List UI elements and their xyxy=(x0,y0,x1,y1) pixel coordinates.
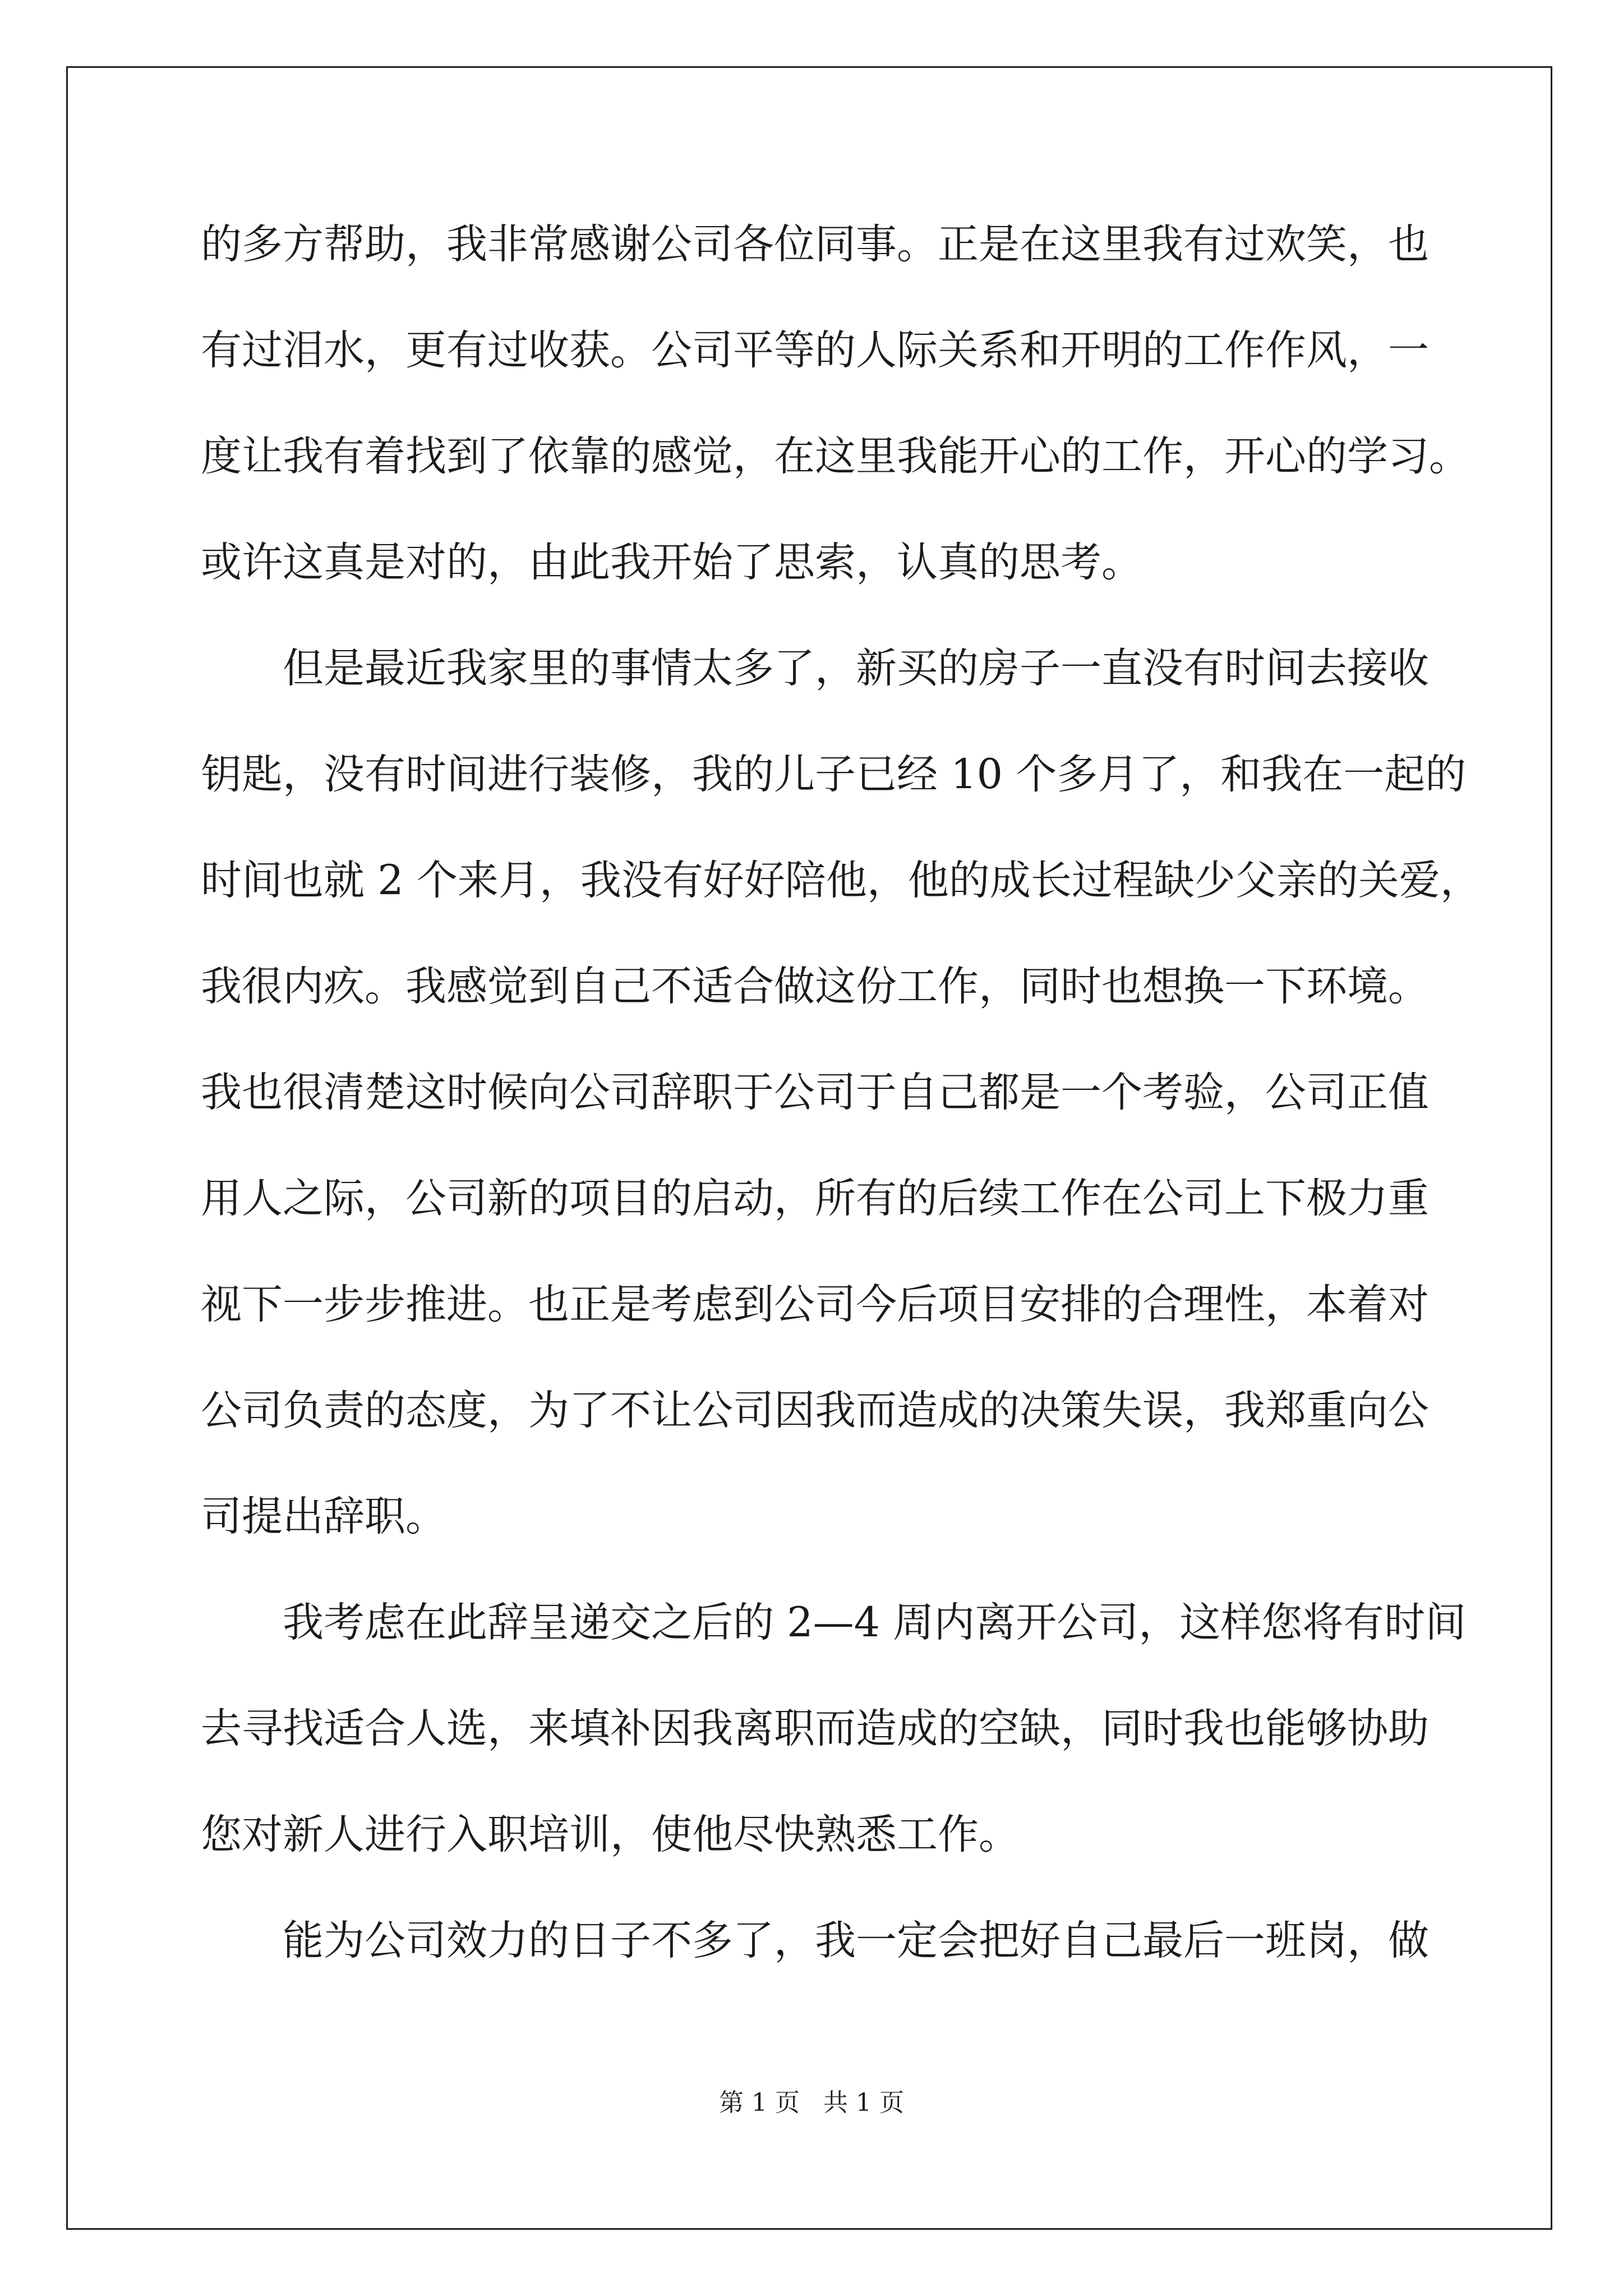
paragraph-start-line: 我考虑在此辞呈递交之后的 2—4 周内离开公司，这样您将有时间 xyxy=(201,1599,1467,1646)
paragraph-start-line: 能为公司效力的日子不多了，我一定会把好自己最后一班岗，做 xyxy=(201,1917,1429,1964)
text-line: 视下一步步推进。也正是考虑到公司今后项目安排的合理性，本着对 xyxy=(201,1281,1429,1328)
text-line: 公司负责的态度，为了不让公司因我而造成的决策失误，我郑重向公 xyxy=(201,1387,1429,1434)
text-line: 度让我有着找到了依靠的感觉，在这里我能开心的工作，开心的学习。 xyxy=(201,432,1470,480)
page-border xyxy=(66,66,1552,2230)
text-line: 去寻找适合人选，来填补因我离职而造成的空缺，同时我也能够协助 xyxy=(201,1705,1429,1752)
text-line: 时间也就 2 个来月，我没有好好陪他，他的成长过程缺少父亲的关爱， xyxy=(201,857,1481,904)
text-line: 您对新人进行入职培训，使他尽快熟悉工作。 xyxy=(201,1811,1020,1858)
text-line: 或许这真是对的，由此我开始了思索，认真的思考。 xyxy=(201,539,1142,586)
text-line: 我也很清楚这时候向公司辞职于公司于自己都是一个考验，公司正值 xyxy=(201,1069,1429,1116)
text-line: 钥匙，没有时间进行装修，我的儿子已经 10 个多月了，和我在一起的 xyxy=(201,751,1467,798)
text-line: 用人之际，公司新的项目的启动，所有的后续工作在公司上下极力重 xyxy=(201,1175,1429,1222)
page-footer: 第 1 页 共 1 页 xyxy=(719,2088,904,2117)
text-line: 的多方帮助，我非常感谢公司各位同事。正是在这里我有过欢笑，也 xyxy=(201,220,1429,268)
text-line: 我很内疚。我感觉到自己不适合做这份工作，同时也想换一下环境。 xyxy=(201,963,1429,1010)
paragraph-start-line: 但是最近我家里的事情太多了，新买的房子一直没有时间去接收 xyxy=(201,645,1429,692)
text-line: 司提出辞职。 xyxy=(201,1493,446,1540)
text-line: 有过泪水，更有过收获。公司平等的人际关系和开明的工作作风，一 xyxy=(201,326,1429,374)
